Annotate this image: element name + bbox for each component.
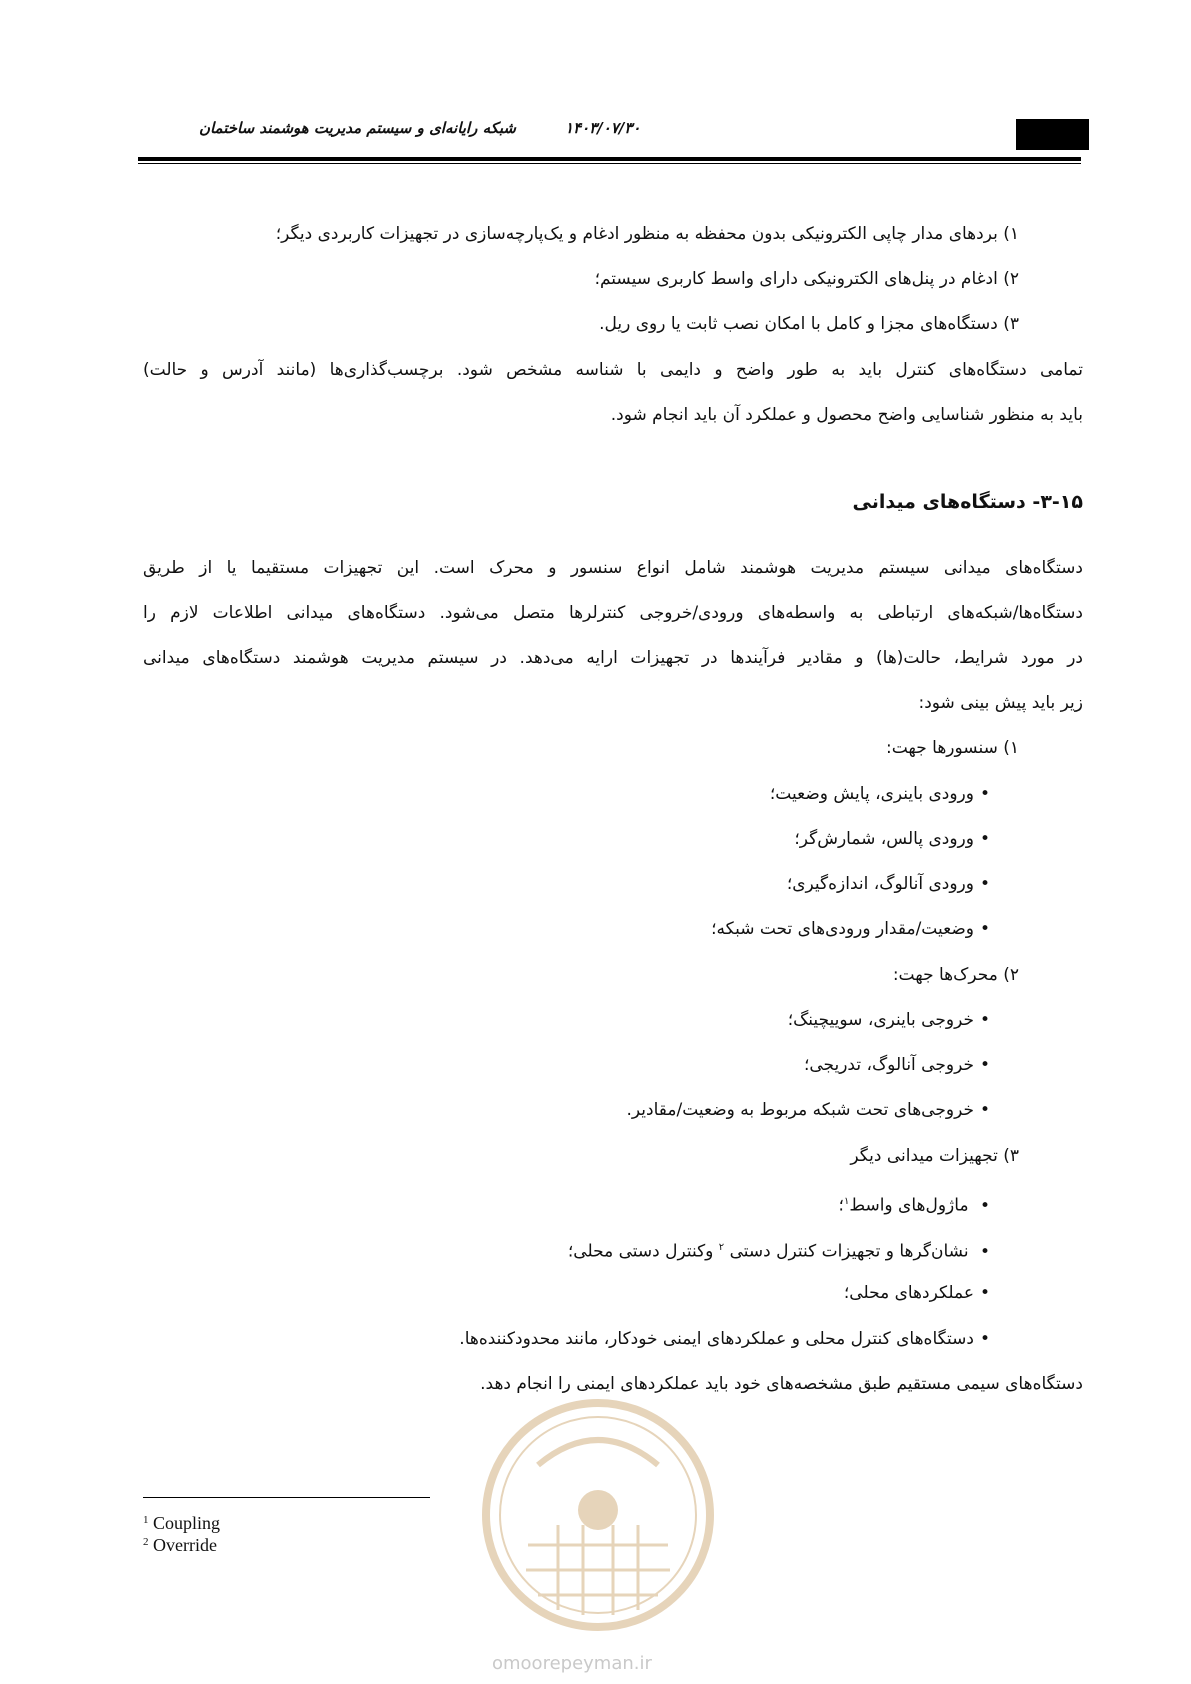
- footnote-rule: [143, 1497, 430, 1498]
- footnote-number: 1: [143, 1514, 149, 1526]
- bullet-item: [568, 1236, 990, 1264]
- watermark-logo: [478, 1395, 718, 1635]
- footnote-ref: ۲: [718, 1242, 725, 1253]
- footnote-ref: ۱: [843, 1196, 850, 1207]
- header-black-box: [1016, 119, 1089, 150]
- footnote-number: 2: [143, 1536, 149, 1548]
- bullet-item: [839, 1190, 990, 1218]
- bullet-item: • عملکردهای محلی؛: [844, 1281, 990, 1305]
- bullet-punct: ؛: [838, 1195, 844, 1216]
- header-rule-thick: [138, 157, 1081, 161]
- bullet-item: • خروجی‌های تحت شبکه مربوط به وضعیت/مقادیر.: [627, 1098, 991, 1122]
- bullet-item: • دستگاه‌های کنترل محلی و عملکردهای ایمنی خودکار، مانند محدودکننده‌ها.: [459, 1327, 990, 1351]
- closing-sentence: دستگاه‌های سیمی مستقیم طبق مشخصه‌های خود باید عملکردهای ایمنی را انجام دهد.: [480, 1374, 1083, 1394]
- paragraph-line: باید به منظور شناسایی واضح محصول و عملکرد آن باید انجام شود.: [610, 405, 1083, 425]
- header-title: شبکه رایانه‌ای و سیستم مدیریت هوشمند ساختمان: [198, 119, 516, 137]
- footnote-text: Override: [153, 1535, 217, 1555]
- paragraph-line: در مورد شرایط، حالت(ها) و مقادیر فرآیندها در تجهیزات ارایه می‌دهد. در سیستم مدیریت هوشمند دستگاه‌های میدانی: [143, 648, 1083, 668]
- footnote: [143, 1531, 217, 1556]
- header-date: ۱۴۰۳/۰۷/۳۰: [565, 119, 641, 137]
- bullet-item: • ورودی آنالوگ، اندازه‌گیری؛: [787, 872, 990, 896]
- watermark-text: omoorepeyman.ir: [492, 1653, 652, 1674]
- paragraph-line: زیر باید پیش بینی شود:: [918, 693, 1083, 713]
- bullet-item: • وضعیت/مقدار ورودی‌های تحت شبکه؛: [711, 917, 990, 941]
- bullet-item: • ورودی پالس، شمارش‌گر؛: [794, 827, 990, 851]
- paragraph-line: دستگاه‌های میدانی سیستم مدیریت هوشمند شامل انواع سنسور و محرک است. این تجهیزات مستقیما یا از طریق: [143, 558, 1083, 578]
- bullet-item: • خروجی باینری، سوییچینگ؛: [788, 1008, 990, 1032]
- footnote-text: Coupling: [153, 1513, 221, 1533]
- group-title: ۲) محرک‌ها جهت:: [892, 965, 1019, 985]
- paragraph-line: تمامی دستگاه‌های کنترل باید به طور واضح و دایمی با شناسه مشخص شود. برچسب‌گذاری‌ها (مانند آدرس و حالت): [143, 360, 1083, 380]
- bullet-text: وکنترل دستی محلی؛: [567, 1241, 714, 1262]
- bullet-item: • خروجی آنالوگ، تدریجی؛: [804, 1053, 990, 1077]
- bullet-text: نشان‌گرها و تجهیزات کنترل دستی: [729, 1241, 969, 1262]
- group-title: ۳) تجهیزات میدانی دیگر: [850, 1146, 1019, 1166]
- intro-list-item: ۲) ادغام در پنل‌های الکترونیکی دارای واسط کاربری سیستم؛: [594, 269, 1019, 289]
- paragraph-line: دستگاه‌ها/شبکه‌های ارتباطی به واسطه‌های ورودی/خروجی کنترلرها متصل می‌شود. دستگاه‌های میدانی اطلاعات لازم را: [143, 603, 1083, 623]
- section-heading: ۳-۱۵- دستگاه‌های میدانی: [852, 491, 1083, 513]
- group-title: ۱) سنسورها جهت:: [885, 738, 1019, 758]
- intro-list-item: ۳) دستگاه‌های مجزا و کامل با امکان نصب ثابت یا روی ریل.: [599, 314, 1019, 334]
- header-rule-thin: [138, 163, 1081, 164]
- bullet-text: ماژول‌های واسط: [849, 1195, 969, 1216]
- bullet-item: • ورودی باینری، پایش وضعیت؛: [770, 782, 990, 806]
- intro-list-item: ۱) بردهای مدار چاپی الکترونیکی بدون محفظه به منظور ادغام و یک‌پارچه‌سازی در تجهیزات کاربردی دیگر؛: [275, 224, 1019, 244]
